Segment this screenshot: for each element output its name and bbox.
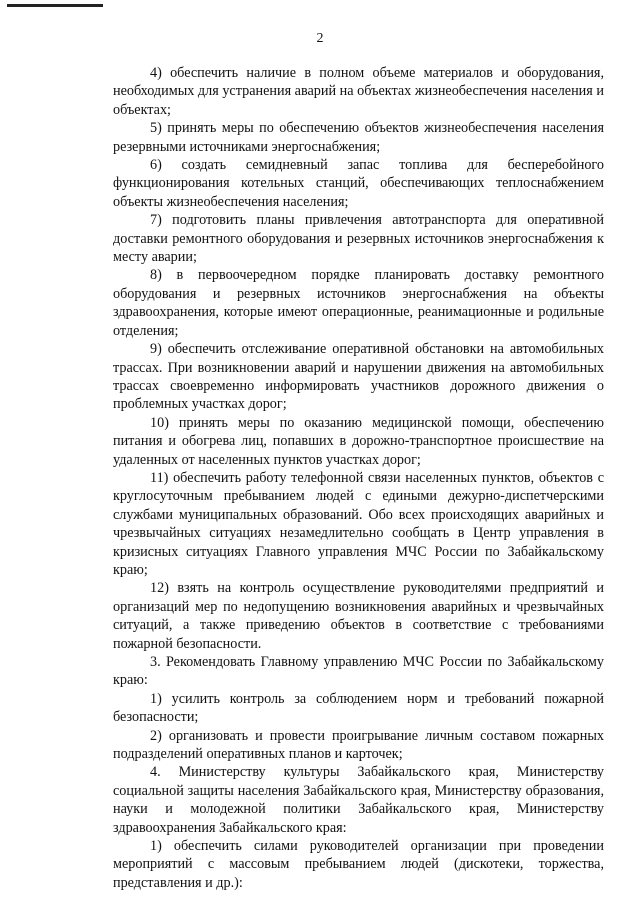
paragraph-section-3: 3. Рекомендовать Главному управлению МЧС России по Забайкальскому краю:	[113, 654, 604, 689]
paragraph-section-4-item-1: 1) обеспечить силами руководителей организации при проведении мероприятий с массовым пребыванием людей (дискотеки, торжества, представления и др.):	[113, 838, 604, 891]
page-number: 2	[316, 31, 324, 46]
paragraph-item-4: 4) обеспечить наличие в полном объеме материалов и оборудования, необходимых для устранения аварий на объектах жизнеобеспечения населения и объектах;	[113, 65, 604, 118]
paragraph-item-9: 9) обеспечить отслеживание оперативной обстановки на автомобильных трассах. При возникновении аварий и нарушении движения на автомобильных трассах своевременно информировать участников дорожного движения о проблемных участках дорог;	[113, 341, 604, 413]
paragraph-item-11: 11) обеспечить работу телефонной связи населенных пунктов, объектов с круглосуточным пребыванием людей с едиными дежурно-диспетчерскими службами муниципальных образований. Обо всех происходящих аварийных и чрезвычайных ситуациях незамедлительно сообщать в Центр управления в кризисных ситуациях Главного управления МЧС России по Забайкальскому краю;	[113, 469, 604, 578]
paragraph-item-8: 8) в первоочередном порядке планировать доставку ремонтного оборудования и резервных источников энергоснабжения на объекты здравоохранения, которые имеют операционные, реанимационные и родильные отделения;	[113, 267, 604, 339]
paragraph-item-10: 10) принять меры по оказанию медицинской помощи, обеспечению питания и обогрева лиц, попавших в дорожно-транспортное происшествие на удаленных от населенных пунктов участках дорог;	[113, 414, 604, 468]
paragraph-item-12: 12) взять на контроль осуществление руководителями предприятий и организаций мер по недопущению возникновения аварийных и чрезвычайных ситуаций, а также приведению объектов в соответствие с требованиями пожарной безопасности.	[113, 580, 604, 652]
paragraph-section-3-item-2: 2) организовать и провести проигрывание личным составом пожарных подразделений оперативных планов и карточек;	[113, 727, 604, 763]
paragraph-section-3-item-1: 1) усилить контроль за соблюдением норм и требований пожарной безопасности;	[113, 690, 604, 726]
paragraph-item-7: 7) подготовить планы привлечения автотранспорта для оперативной доставки ремонтного оборудования и резервных источников энергоснабжения к месту аварии;	[113, 212, 604, 266]
paragraph-item-6: 6) создать семидневный запас топлива для бесперебойного функционирования котельных станций, обеспечивающих теплоснабжением объекты жизнеобеспечения населения;	[113, 157, 604, 210]
paragraph-item-5: 5) принять меры по обеспечению объектов жизнеобеспечения населения резервными источниками энергоснабжения;	[113, 120, 604, 155]
document-body	[113, 64, 604, 892]
paragraph-section-4: 4. Министерству культуры Забайкальского края, Министерству социальной защиты населения Забайкальского края, Министерству образования, науки и молодежной политики Забайкальского края, Министерству здравоохранения Забайкальского края:	[113, 764, 604, 836]
header-rule	[7, 4, 103, 7]
